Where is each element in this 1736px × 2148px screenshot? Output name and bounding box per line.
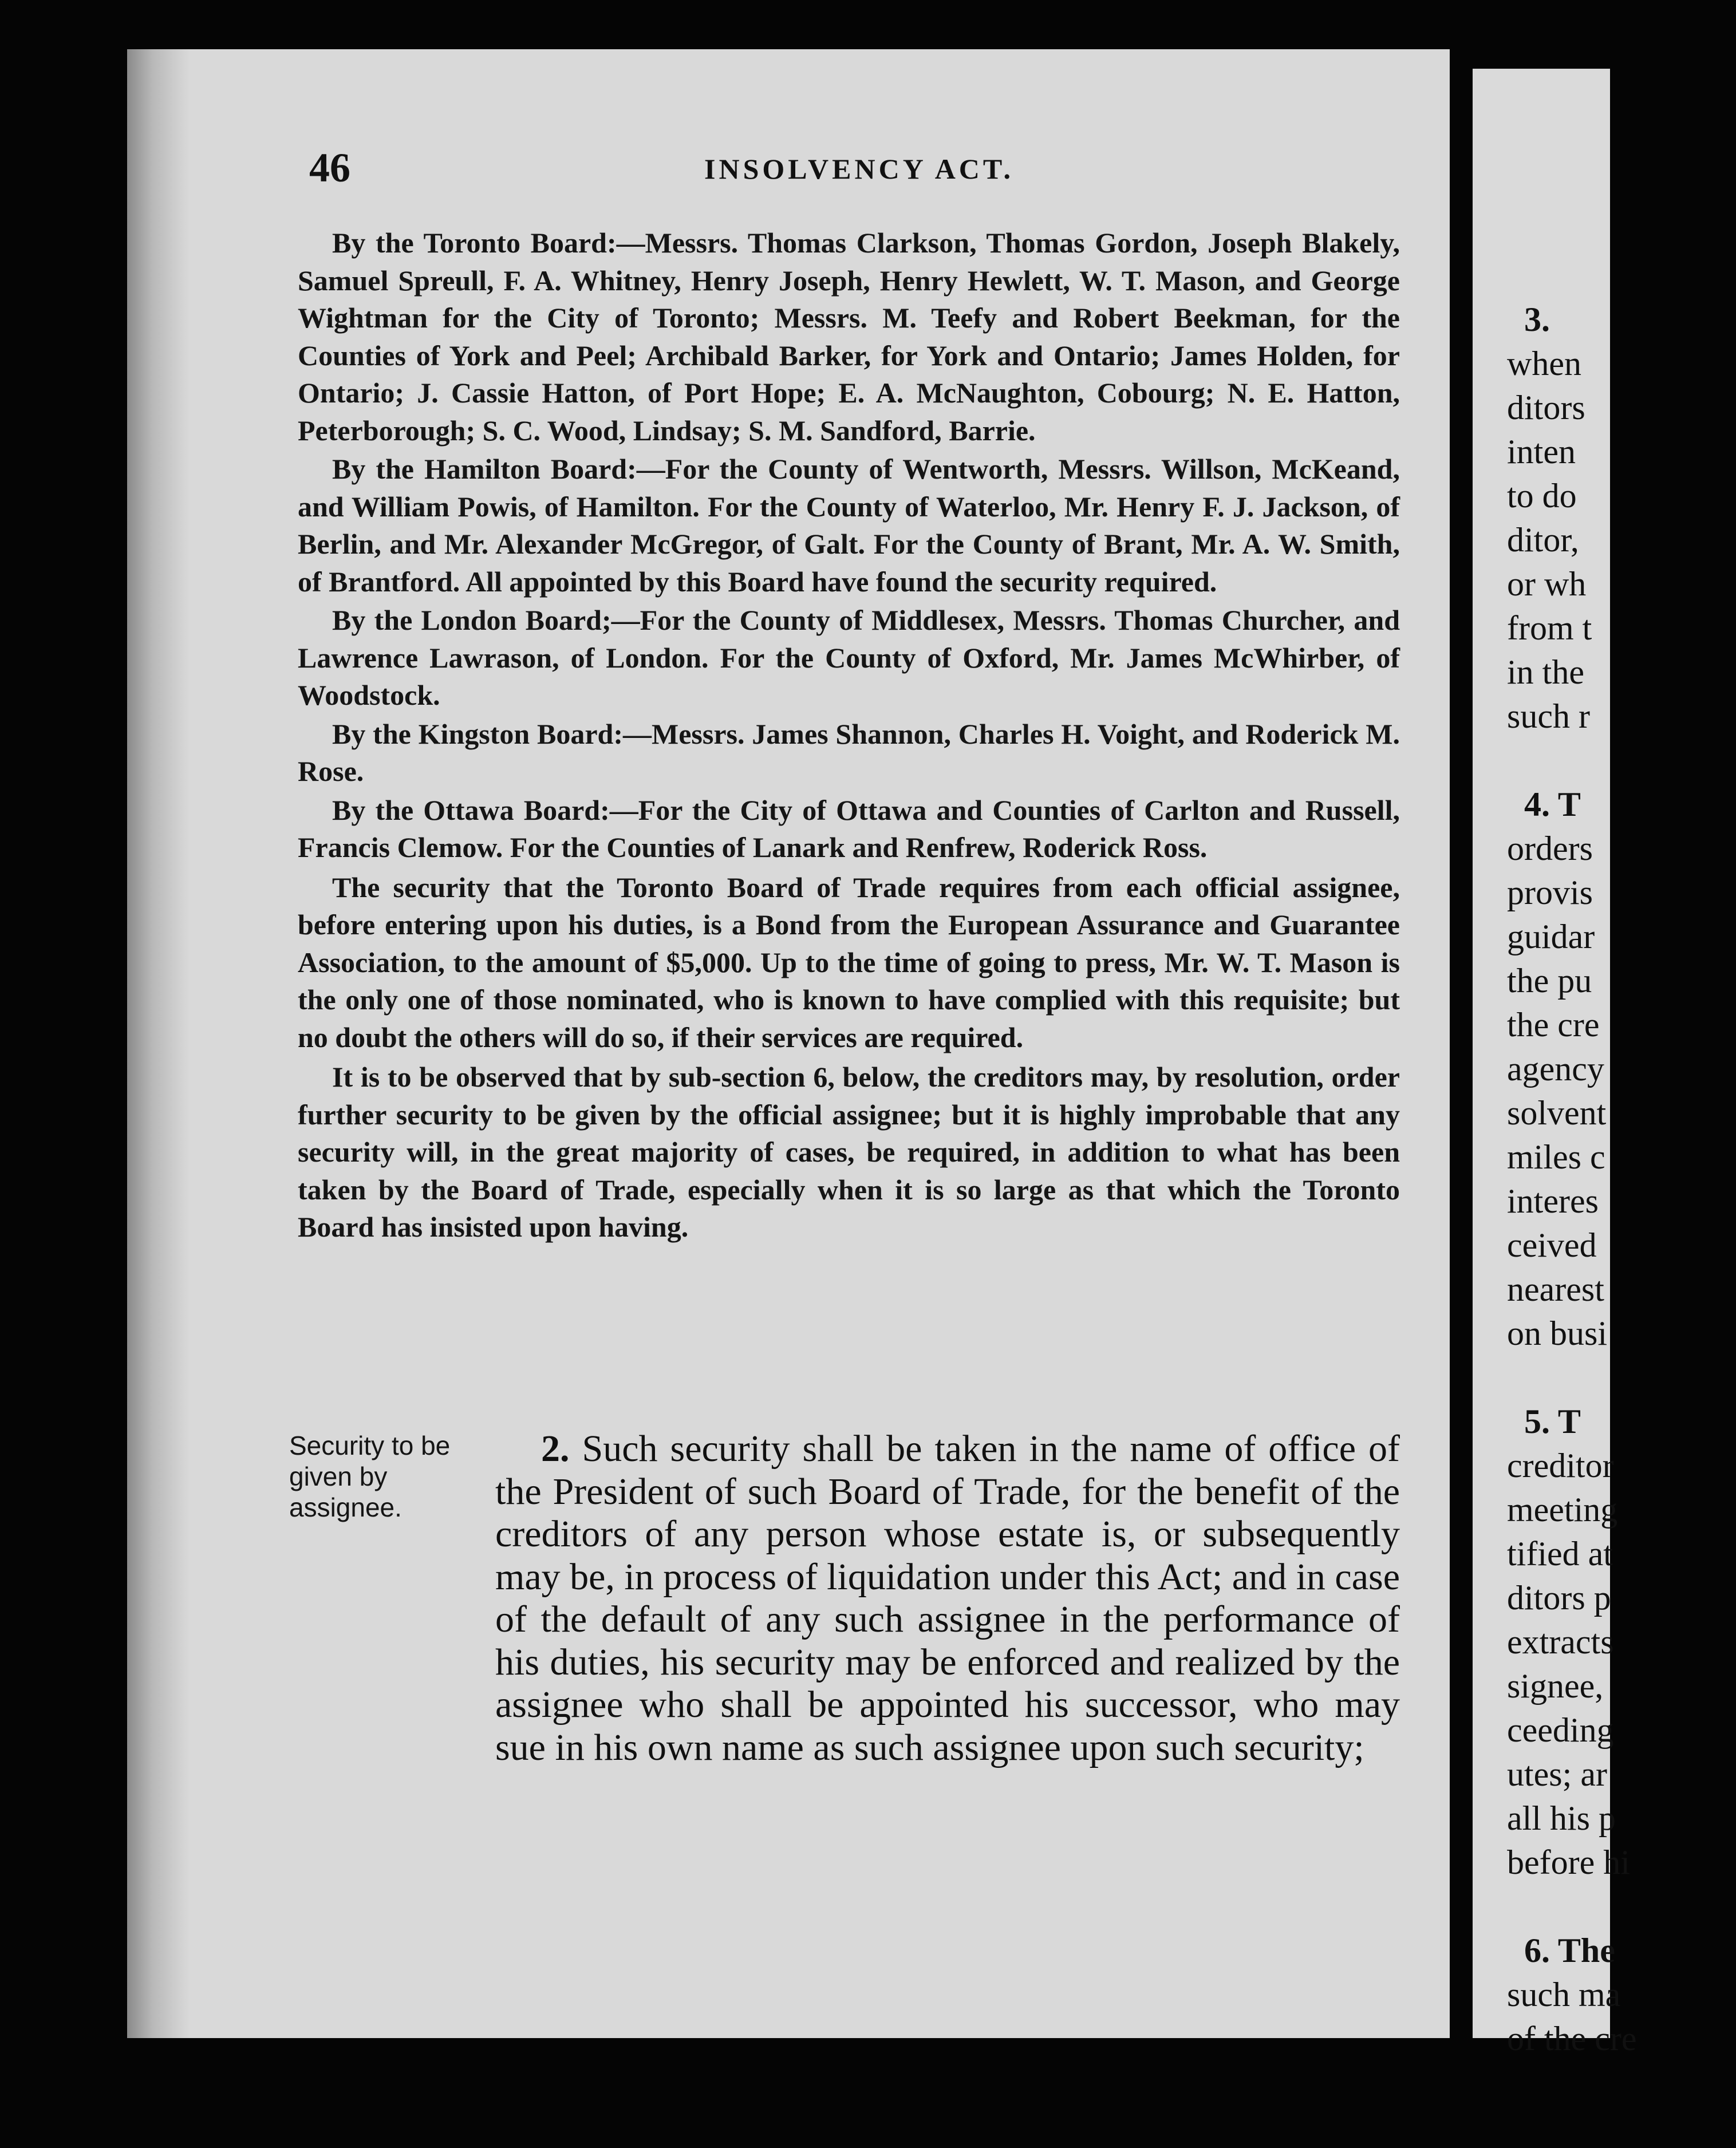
- facing-page-line: orders: [1507, 830, 1593, 867]
- facing-page-line: [1507, 1356, 1736, 1400]
- statute-text: [495, 1428, 1400, 1769]
- facing-page-line: to do: [1507, 477, 1577, 515]
- facing-page-line: 3.: [1524, 301, 1550, 338]
- running-head: INSOLVENCY ACT.: [704, 153, 1015, 185]
- facing-page-line: 4. T: [1524, 785, 1581, 823]
- facing-page-line: tified at: [1507, 1535, 1613, 1573]
- book-gutter: [1450, 34, 1473, 2072]
- facing-page: [1473, 69, 1637, 2058]
- paragraph-subsection-note: It is to be observed that by sub-section 6, below, the creditors may, by resolution, order further security to be given by the official assignee; but it is highly improbable that any security will, in the great majority of cases, be required, in addition to what has been taken by the Board of Trade, especially when it is so large as that which the Toronto Board has insisted upon having.: [298, 1061, 1400, 1243]
- facing-page-line: signee,: [1507, 1667, 1604, 1705]
- facing-page-line: when: [1507, 345, 1581, 382]
- facing-page-line: agency: [1507, 1050, 1604, 1088]
- facing-page-line: from t: [1507, 609, 1592, 647]
- facing-page-line: creditor: [1507, 1447, 1614, 1484]
- facing-page-line: in the: [1507, 653, 1584, 691]
- facing-page-line: ditors p: [1507, 1579, 1611, 1617]
- paragraph-toronto-board: By the Toronto Board:—Messrs. Thomas Clarkson, Thomas Gordon, Joseph Blakely, Samuel Spreull, F. A. Whitney, Henry Joseph, Henry Hewlett, W. T. Mason, and George Wightman for the City of Toronto; Messrs. M. Teefy and Robert Beekman, for the Counties of York and Peel; Archibald Barker, for York and Ontario; James Holden, for Ontario; J. Cassie Hatton, of Port Hope; E. A. McNaughton, Cobourg; N. E. Hatton, Peterborough; S. C. Wood, Lindsay; S. M. Sandford, Barrie.: [298, 227, 1400, 447]
- commentary-body: [298, 224, 1400, 1246]
- facing-page-line: inten: [1507, 433, 1576, 471]
- facing-page-line: or wh: [1507, 565, 1587, 603]
- facing-page-line: provis: [1507, 874, 1593, 911]
- facing-page-line: 6. The: [1524, 1932, 1615, 1969]
- facing-page-line: 5. T: [1524, 1403, 1581, 1440]
- facing-page-line: guidar: [1507, 918, 1595, 955]
- section-number: 2.: [541, 1428, 570, 1470]
- paragraph-hamilton-board: By the Hamilton Board:—For the County of Wentworth, Messrs. Willson, McKeand, and William Powis, of Hamilton. For the County of Waterloo, Mr. Henry F. J. Jackson, of Berlin, and Mr. Alexander McGregor, of Galt. For the County of Brant, Mr. A. W. Smith, of Brantford. All appointed by this Board have found the security required.: [298, 453, 1400, 598]
- facing-page-line: of the cre: [1507, 2020, 1637, 2058]
- page-number: 46: [309, 145, 350, 191]
- paragraph-london-board: By the London Board;—For the County of Middlesex, Messrs. Thomas Churcher, and Lawrence Lawrason, of London. For the County of Oxford, Mr. James McWhirber, of Woodstock.: [298, 604, 1400, 711]
- facing-page-line: ceived: [1507, 1226, 1597, 1264]
- page-edge-shadow: [127, 49, 190, 2038]
- facing-page-line: before hi: [1507, 1843, 1630, 1881]
- facing-page-text: [1507, 298, 1736, 2061]
- facing-page-line: ceeding: [1507, 1711, 1614, 1749]
- facing-page-line: solvent: [1507, 1094, 1607, 1132]
- margin-note: Security to be given by assignee.: [289, 1431, 451, 1522]
- statute-section: [289, 1428, 1400, 1897]
- facing-page-line: all his p: [1507, 1799, 1616, 1837]
- paragraph-security-requirement: The security that the Toronto Board of Trade requires from each official assignee, before entering upon his duties, is a Bond from the European Assurance and Guarantee Association, to the amount of $5,000. Up to the time of going to press, Mr. W. T. Mason is the only one of those nominated, who is known to have complied with this requisite; but no doubt the others will do so, if their services are required.: [298, 871, 1400, 1053]
- facing-page-line: utes; ar: [1507, 1755, 1607, 1793]
- facing-page-line: on busi: [1507, 1314, 1608, 1352]
- facing-page-line: nearest: [1507, 1270, 1604, 1308]
- facing-page-line: [1507, 1885, 1736, 1929]
- facing-page-line: [1507, 739, 1736, 783]
- facing-page-line: the pu: [1507, 962, 1592, 1000]
- paragraph-kingston-board: By the Kingston Board:—Messrs. James Shannon, Charles H. Voight, and Roderick M. Rose.: [298, 717, 1400, 787]
- facing-page-line: the cre: [1507, 1006, 1600, 1044]
- paragraph-ottawa-board: By the Ottawa Board:—For the City of Ottawa and Counties of Carlton and Russell, Francis Clemow. For the Counties of Lanark and Renfrew, Roderick Ross.: [298, 793, 1400, 863]
- section-body: Such security shall be taken in the name of office of the President of such Board of Trade, for the benefit of the creditors of any person whose estate is, or subsequently may be, in process of liquidation under this Act; and in case of the default of any such assignee in the performance of his duties, his security may be enforced and realized by the assignee who shall be appointed his successor, who may sue in his own name as such assignee upon such security;: [495, 1428, 1400, 1768]
- facing-page-line: such ma: [1507, 1976, 1621, 2013]
- facing-page-line: such r: [1507, 697, 1590, 735]
- facing-page-line: ditor,: [1507, 521, 1579, 559]
- facing-page-line: extracts: [1507, 1623, 1614, 1661]
- page-header: [309, 144, 1408, 196]
- facing-page-line: miles c: [1507, 1138, 1605, 1176]
- facing-page-line: ditors: [1507, 389, 1585, 427]
- facing-page-line: interes: [1507, 1182, 1599, 1220]
- facing-page-line: meeting: [1507, 1491, 1618, 1529]
